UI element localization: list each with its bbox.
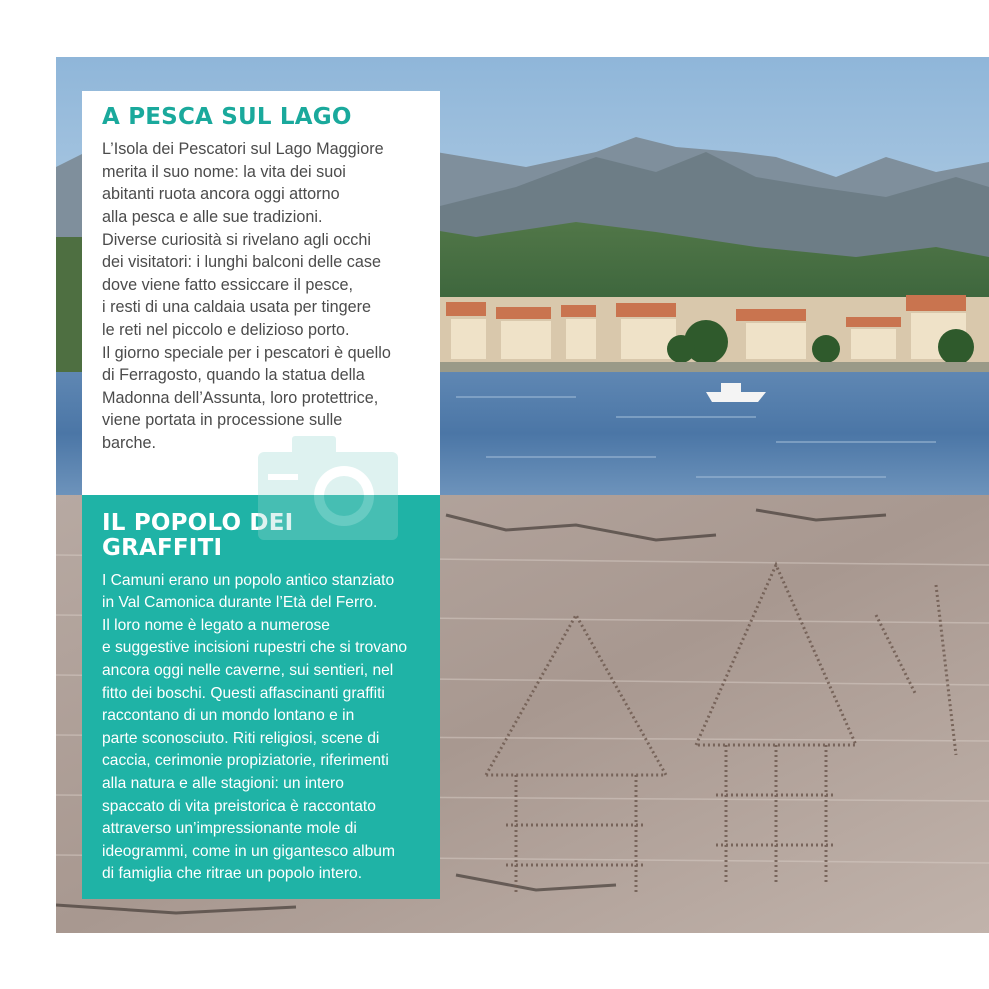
graffiti-article-line: fitto dei boschi. Questi affascinanti graffiti	[102, 684, 385, 702]
lake-article-line: dei visitatori: i lunghi balconi delle case	[102, 253, 381, 272]
lake-article-line: Diverse curiosità si rivelano agli occhi	[102, 230, 371, 249]
lake-article-panel	[82, 91, 440, 495]
lake-article-line: Madonna dell’Assunta, loro protettrice,	[102, 388, 379, 407]
graffiti-article-line: Il loro nome è legato a numerose	[102, 616, 330, 634]
graffiti-article-line: parte sconosciuto. Riti religiosi, scene di	[102, 729, 380, 747]
graffiti-article-line: di famiglia che ritrae un popolo intero.	[102, 865, 363, 883]
lake-article-line: alla pesca e alle sue tradizioni.	[102, 208, 323, 227]
graffiti-article-line: I Camuni erano un popolo antico stanziato	[102, 571, 395, 589]
graffiti-article-line: alla natura e alle stagioni: un intero	[102, 774, 344, 792]
graffiti-article-line: caccia, cerimonie propiziatorie, riferimenti	[102, 752, 389, 770]
lake-article-line: i resti di una caldaia usata per tingere	[102, 298, 372, 317]
lake-article-line: viene portata in processione sulle	[102, 411, 343, 430]
lake-article-line: abitanti ruota ancora oggi attorno	[102, 185, 340, 204]
lake-article-line: le reti nel piccolo e delizioso porto.	[102, 321, 350, 340]
graffiti-article-line: ancora oggi nelle caverne, sui sentieri, nel	[102, 661, 394, 679]
graffiti-article-line: ideogrammi, come in un gigantesco album	[102, 842, 395, 860]
graffiti-article-line: in Val Camonica durante l’Età del Ferro.	[102, 594, 378, 612]
lake-article-line: di Ferragosto, quando la statua della	[102, 366, 365, 385]
lake-article-line: merita il suo nome: la vita dei suoi	[102, 162, 346, 181]
graffiti-article-line: raccontano di un mondo lontano e in	[102, 707, 355, 725]
graffiti-article-line: attraverso un’impressionante mole di	[102, 820, 357, 838]
lake-article-line: barche.	[102, 434, 156, 453]
graffiti-article-body	[102, 570, 420, 886]
graffiti-article-line: e suggestive incisioni rupestri che si trovano	[102, 639, 408, 657]
graffiti-article-panel	[82, 495, 440, 899]
lake-article-title: A PESCA SUL LAGO	[102, 104, 352, 130]
lake-article-line: Il giorno speciale per i pescatori è quello	[102, 343, 391, 362]
graffiti-article-line: spaccato di vita preistorica è raccontato	[102, 797, 376, 815]
lake-article-line: L’Isola dei Pescatori sul Lago Maggiore	[102, 140, 384, 159]
graffiti-article-title: IL POPOLO DEI GRAFFITI	[102, 510, 294, 562]
lake-article-body	[102, 138, 420, 454]
lake-article-line: dove viene fatto essiccare il pesce,	[102, 275, 354, 294]
